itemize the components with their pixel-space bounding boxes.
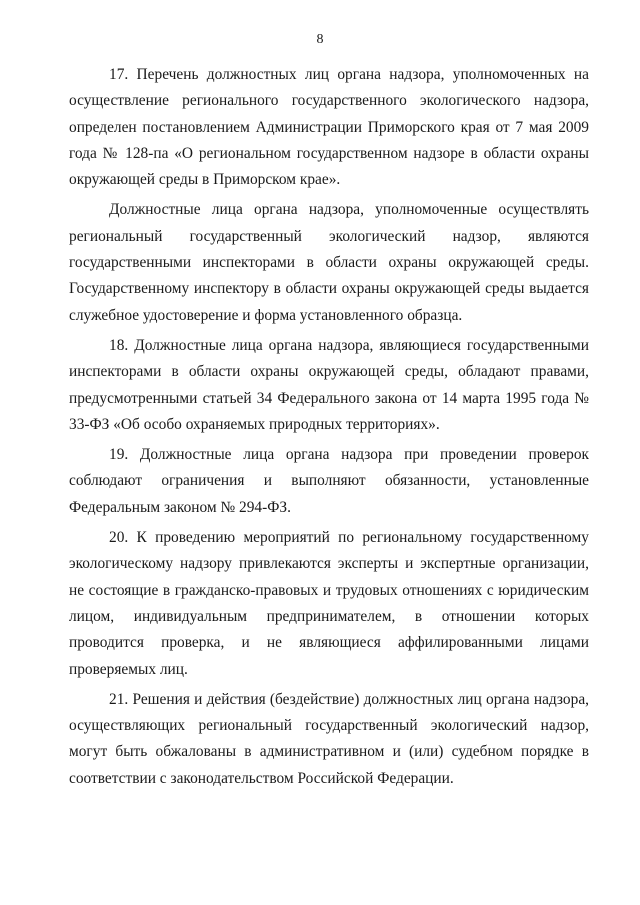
- paragraph-21: 21. Решения и действия (бездействие) должностных лиц органа надзора, осуществляющих региональный государственный экологический надзор, могут быть обжалованы в административном и (или) судебном порядке в соответствии с законодательством Российской Федерации.: [69, 690, 589, 787]
- paragraph-18: 18. Должностные лица органа надзора, являющиеся государственными инспекторами в области охраны окружающей среды, обладают правами, предусмотренными статьей 34 Федерального закона от 14 марта 1995 года № 33-ФЗ «Об особо охраняемых природных территориях».: [69, 336, 589, 433]
- page-number: 8: [316, 32, 324, 47]
- paragraph-20: 20. К проведению мероприятий по региональному государственному экологическому надзору привлекаются эксперты и экспертные организации, не состоящие в гражданско-правовых и трудовых отношениях с юридическим лицом, индивидуальным предпринимателем, в отношении которых проводится проверка, и не являющиеся аффилированными лицами проверяемых лиц.: [69, 529, 589, 678]
- paragraph-19: 19. Должностные лица органа надзора при проведении проверок соблюдают ограничения и выполняют обязанности, установленные Федеральным законом № 294-ФЗ.: [69, 446, 589, 516]
- paragraph-17-continued: Должностные лица органа надзора, уполномоченные осуществлять региональный государственный экологический надзор, являются государственными инспекторами в области охраны окружающей среды. Государственному инспектору в области охраны окружающей среды выдается служебное удостоверение и форма установленного образца.: [69, 201, 589, 324]
- document-body: [69, 62, 589, 796]
- paragraph-17: 17. Перечень должностных лиц органа надзора, уполномоченных на осуществление регионального государственного экологического надзора, определен постановлением Администрации Приморского края от 7 мая 2009 года № 128-па «О региональном государственном надзоре в области охраны окружающей среды в Приморском крае».: [69, 66, 589, 189]
